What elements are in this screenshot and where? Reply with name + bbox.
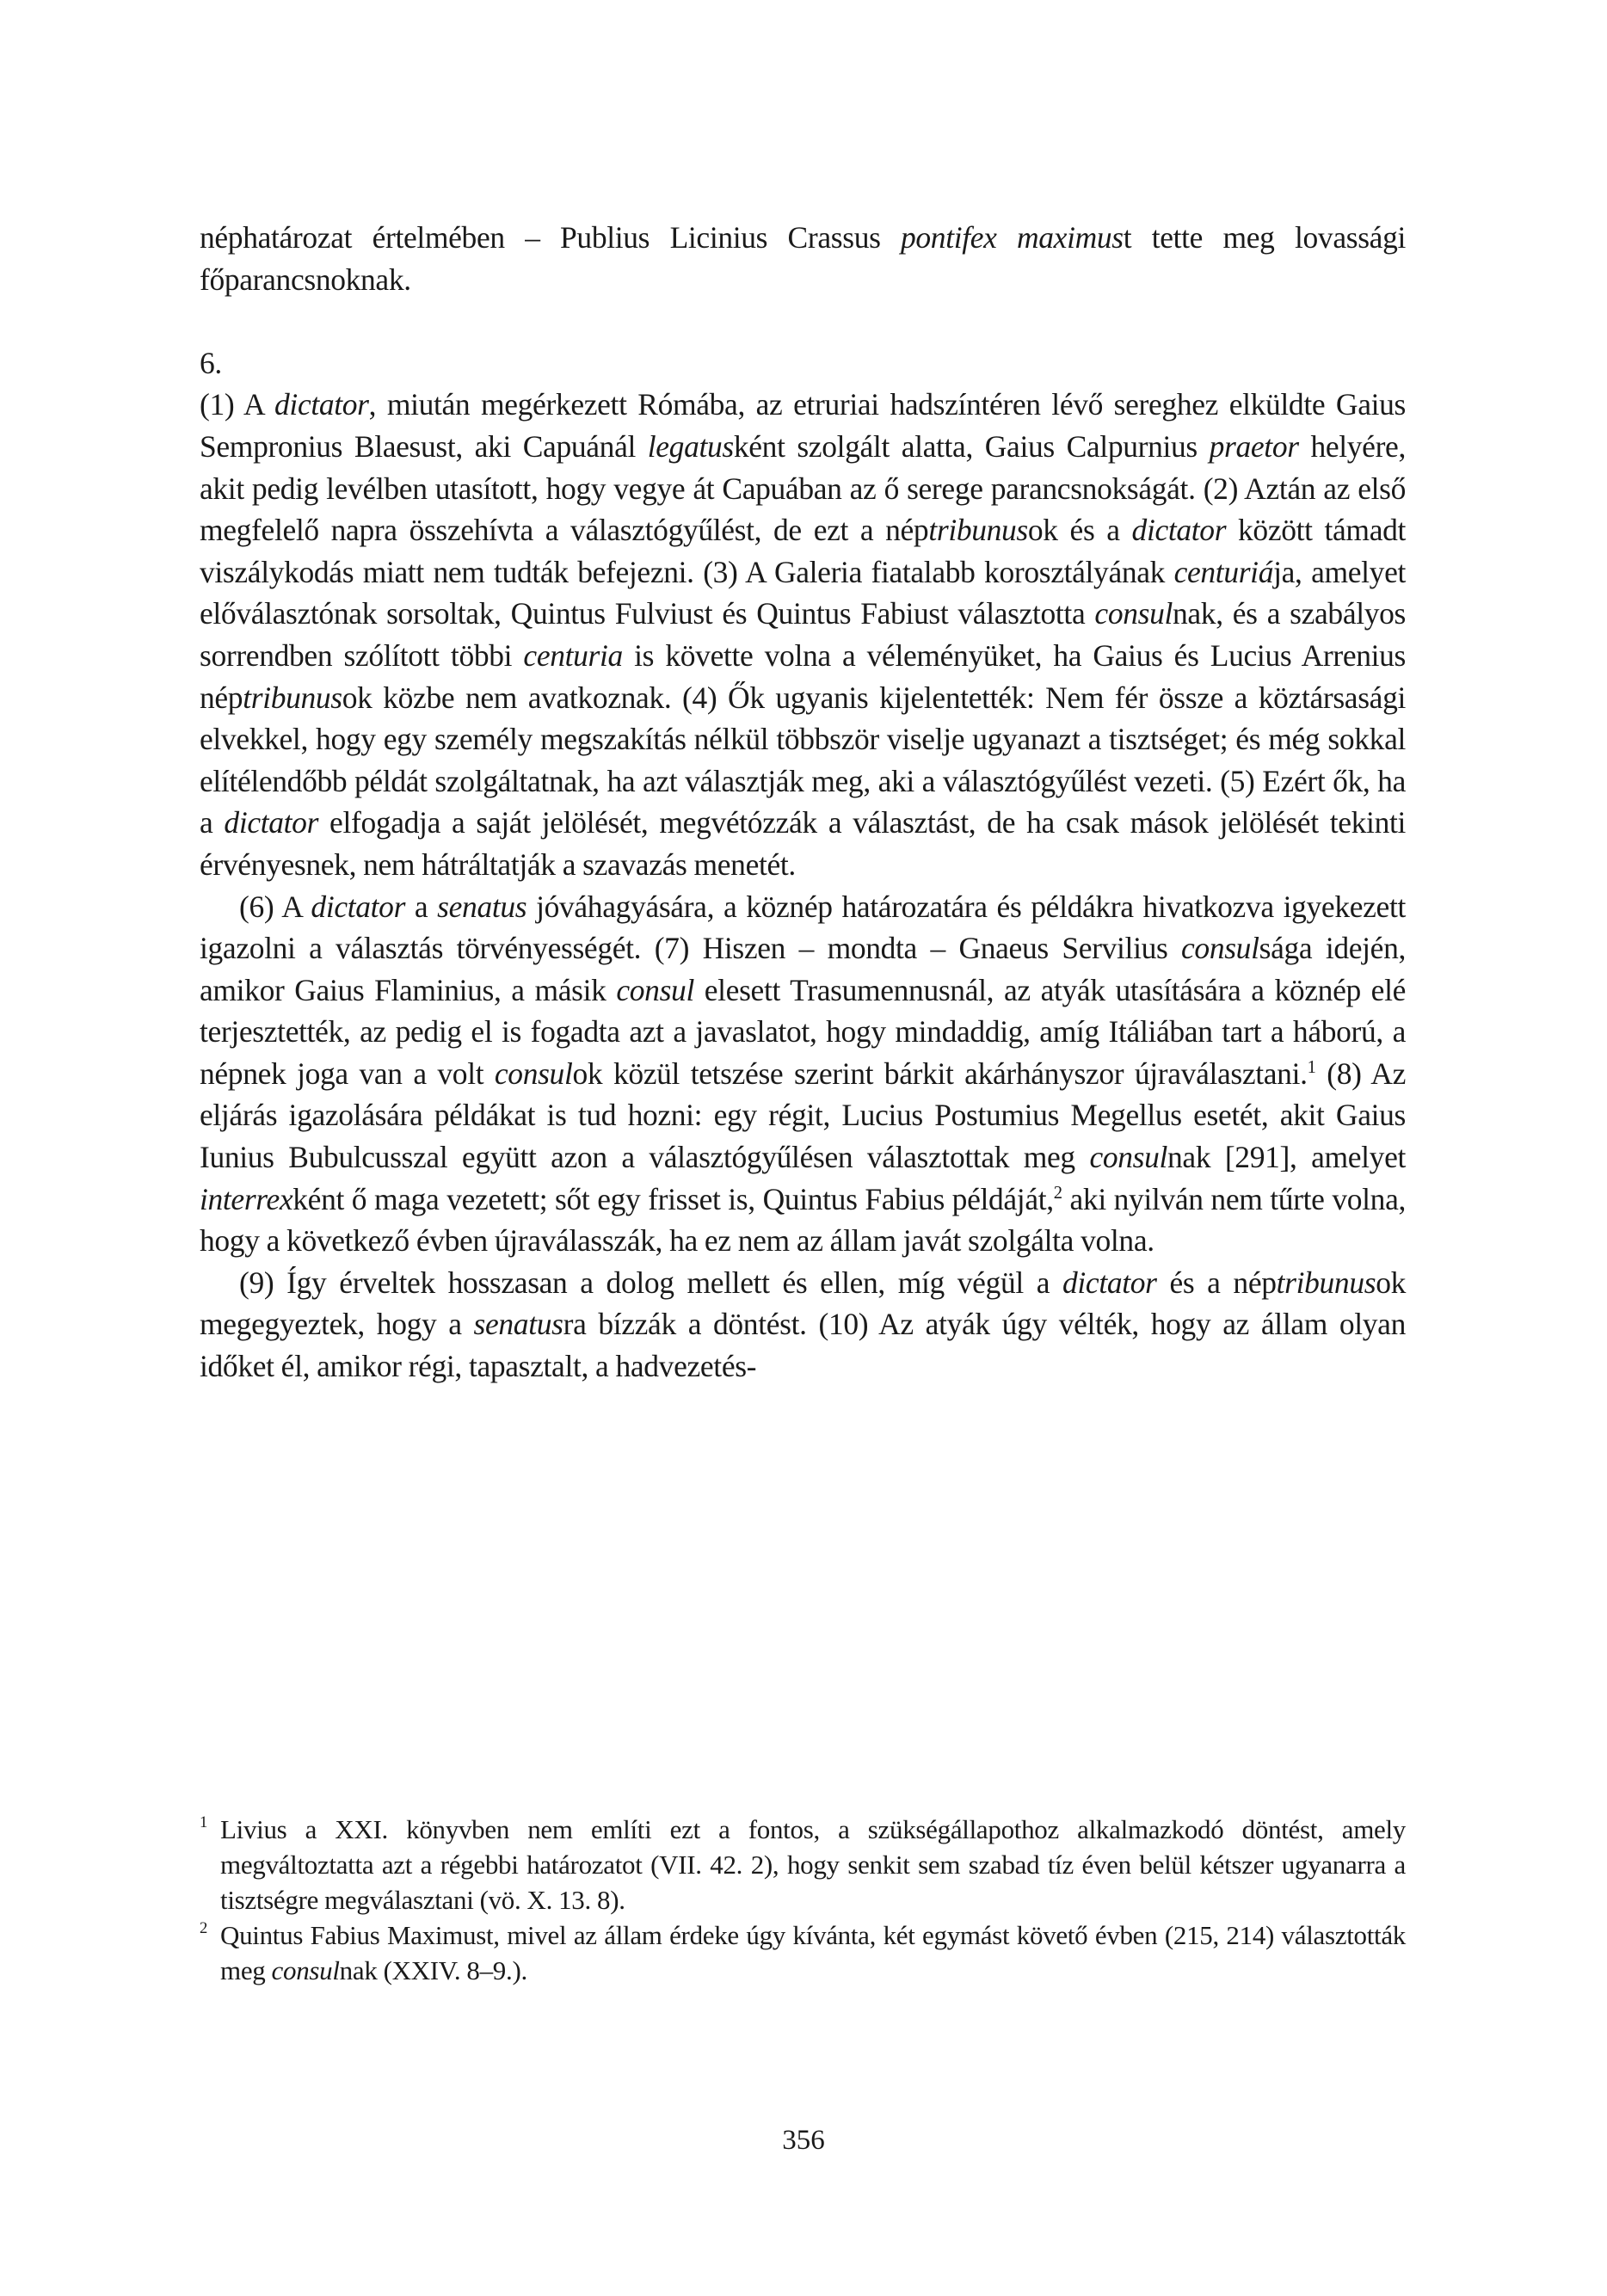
- text-run: ok és a: [1027, 513, 1132, 548]
- italic-term: tribunus: [243, 680, 342, 715]
- footnote-reference: 1: [1307, 1058, 1316, 1078]
- text-run: Quintus Fabius Maximust, mivel az állam érdeke úgy kívánta, két egymást követő évben (215, 214) választották meg: [220, 1920, 1406, 1985]
- text-run: Livius a XXI. könyvben nem említi ezt a fontos, a szükségállapothoz alkalmazkodó döntést, amely megváltoztatta azt a régebbi határozatot (VII. 42. 2), hogy senkit sem szabad tíz éven belül kétszer ugyanarra a tisztségre megválasztani (vö. X. 13. 8).: [220, 1814, 1406, 1915]
- text-run: sága idején, amikor Gaius Flaminius, a másik: [200, 931, 1407, 1007]
- italic-term: legatus: [647, 428, 734, 464]
- text-run: a: [405, 889, 438, 924]
- text-run: ra bízzák a döntést. (10) Az atyák úgy vélték, hogy az állam olyan időket él, amikor régi, tapasztalt, a hadvezetés-: [200, 1307, 1406, 1384]
- footnote-text: [220, 1920, 1406, 1985]
- footnote-1: 1 Livius a XXI. könyvben nem említi ezt a fontos, a szükségállapothoz alkalmazkodó döntést, amely megváltoztatta azt a régebbi határozatot (VII. 42. 2), hogy senkit sem szabad tíz éven belül kétszer ugyanarra a tisztségre megválasztani (vö. X. 13. 8).: [200, 1813, 1406, 1915]
- italic-term: consul: [271, 1955, 340, 1985]
- text-run: aki nyilván nem tűrte volna, hogy a következő évben újraválasszák, ha ez nem az állam javát szolgálta volna.: [200, 1181, 1407, 1259]
- paragraph-1: [200, 384, 1406, 885]
- text-run: elesett Trasumennusnál, az atyák utasítására a köznép elé terjesztették, az pedig el is fogadta azt a javaslatot, hogy mindaddig, amíg Itáliában tart a háború, a népnek joga van a volt: [200, 972, 1406, 1091]
- text-run: és a nép: [1156, 1265, 1277, 1300]
- text-run: ként szolgált alatta, Gaius Calpurnius: [733, 428, 1210, 464]
- text-run: (1) A: [200, 387, 275, 422]
- text-run: elfogadja a saját jelölését, megvétózzák a választást, de ha csak mások jelölését tekinti érvényesnek, nem hátráltatják a szavazás menetét.: [200, 805, 1406, 882]
- section-gap: [200, 300, 1406, 342]
- text-run: (6) A: [239, 889, 311, 924]
- italic-term: praetor: [1209, 428, 1299, 464]
- text-run: (9) Így érveltek hosszasan a dolog mellett és ellen, míg végül a: [239, 1265, 1062, 1300]
- italic-term: dictator: [1062, 1265, 1157, 1300]
- text-run: ja, amelyet előválasztónak sorsoltak, Quintus Fulviust és Quintus Fabiust választotta: [200, 554, 1406, 631]
- text-run: nak [291], amelyet: [1167, 1140, 1406, 1175]
- italic-term: senatus: [437, 889, 527, 924]
- italic-term: consul: [616, 972, 694, 1007]
- footnote-reference: 2: [1053, 1183, 1062, 1203]
- text-run: között támadt viszálykodás miatt nem tudták befejezni. (3) A Galeria fiatalabb korosztályának: [200, 513, 1407, 589]
- text-run: ok közül tetszése szerint bárkit akárhányszor újraválasztani.: [572, 1056, 1308, 1091]
- page-body: [200, 217, 1406, 1388]
- italic-term: dictator: [274, 387, 369, 422]
- continuation-paragraph: [200, 217, 1406, 300]
- footnote-text: [220, 1814, 1406, 1915]
- italic-term: centuriá: [1173, 554, 1274, 589]
- italic-term: dictator: [1131, 513, 1227, 548]
- page-number: 356: [782, 2125, 825, 2156]
- italic-term: interrex: [200, 1181, 293, 1216]
- italic-term: consul: [1089, 1140, 1168, 1175]
- text-run: néphatározat értelmében – Publius Licinius Crassus: [200, 220, 901, 255]
- text-run: ok megegyeztek, hogy a: [200, 1265, 1406, 1342]
- italic-term: tribunus: [1276, 1265, 1376, 1300]
- italic-term: consul: [494, 1056, 573, 1091]
- text-run: ként ő maga vezetett; sőt egy frisset is, Quintus Fabius példáját,: [292, 1181, 1054, 1216]
- italic-term: centuria: [523, 637, 623, 673]
- footnote-2: 2 Quintus Fabius Maximust, mivel az állam érdeke úgy kívánta, két egymást követő évben (215, 214) választották meg consulnak (XXIV. 8–9.).: [200, 1918, 1406, 1985]
- italic-term: dictator: [311, 889, 406, 924]
- chapter-number: 6.: [200, 345, 222, 380]
- italic-term: senatus: [473, 1307, 563, 1342]
- text-run: ok közbe nem avatkoznak. (4) Ők ugyanis kijelentették: Nem fér össze a köztársasági elvekkel, hogy egy személy megszakítás nélkül többször viselje ugyanazt a tisztséget; és még sokkal elítélendőbb példát szolgáltatnak, ha azt választják meg, aki a választógyűlést vezeti. (5) Ezért ők, ha a: [200, 680, 1406, 840]
- text-run: t tette meg lovassági főparancsnoknak.: [200, 220, 1406, 297]
- italic-term: tribunus: [928, 513, 1028, 548]
- text-run: helyére, akit pedig levélben utasított, hogy vegye át Capuában az ő serege parancsnokságát. (2) Aztán az első megfelelő napra összehívta a választógyűlést, de ezt a nép: [200, 428, 1406, 548]
- italic-term: pontifex maximus: [901, 220, 1124, 255]
- paragraph-2: [200, 886, 1406, 1262]
- italic-term: consul: [1181, 931, 1259, 966]
- italic-term: consul: [1094, 596, 1173, 631]
- paragraph-3: [200, 1262, 1406, 1388]
- text-run: , miután megérkezett Rómába, az etruriai hadszíntéren lévő sereghez elküldte Gaius Sempronius Blaesust, aki Capuánál: [200, 387, 1406, 464]
- text-run: nak (XXIV. 8–9.).: [339, 1955, 527, 1985]
- text-run: (8) Az eljárás igazolására példákat is tud hozni: egy régit, Lucius Postumius Megellus esetét, akit Gaius Iunius Bubulcusszal együtt azon a választógyűlésen választottak meg: [200, 1056, 1406, 1175]
- italic-term: dictator: [224, 805, 319, 840]
- text-run: nak, és a szabályos sorrendben szólított többi: [200, 596, 1406, 673]
- text-run: is követte volna a véleményüket, ha Gaius és Lucius Arrenius nép: [200, 637, 1406, 715]
- footnotes: [200, 1812, 1406, 1988]
- text-run: jóváhagyására, a köznép határozatára és példákra hivatkozva igyekezett igazolni a választás törvényességét. (7) Hiszen – mondta – Gnaeus Servilius: [200, 889, 1406, 966]
